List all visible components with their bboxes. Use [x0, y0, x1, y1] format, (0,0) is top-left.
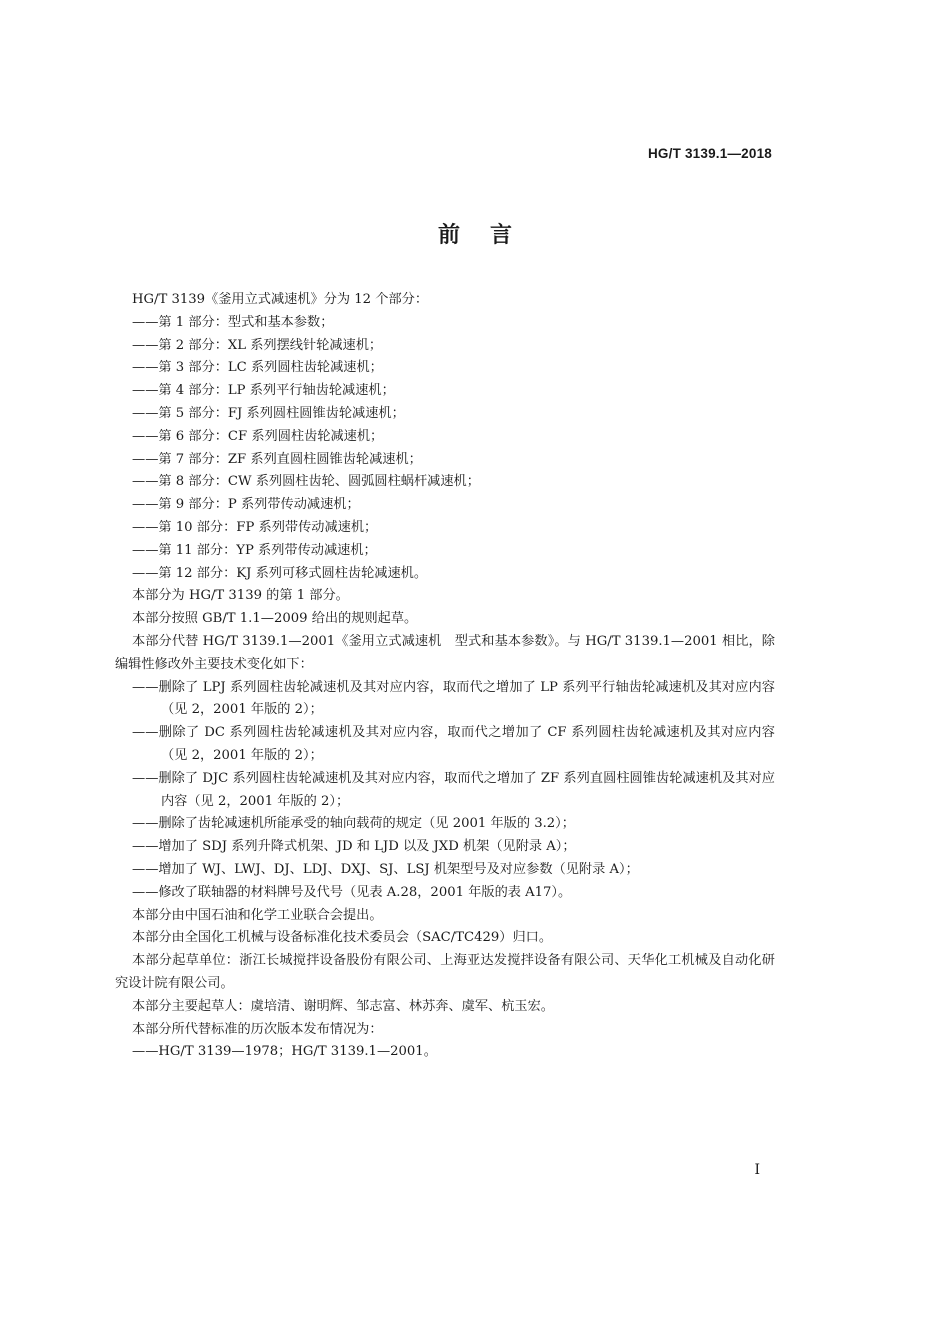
history-intro-paragraph: 本部分所代替标准的历次版本发布情况为： [132, 1021, 383, 1037]
foreword-body [115, 289, 775, 1064]
committee-paragraph: 本部分由全国化工机械与设备标准化技术委员会（SAC/TC429）归口。 [132, 930, 553, 946]
page-title: 前言 [437, 223, 542, 248]
part-list-item: ——第 10 部分：FP 系列带传动减速机； [132, 519, 378, 535]
part-list-item: ——第 9 部分：P 系列带传动减速机； [132, 497, 360, 513]
part-statement-paragraph: 本部分为 HG/T 3139 的第 1 部分。 [132, 588, 349, 604]
standard-number: HG/T 3139.1—2018 [647, 146, 772, 161]
change-list-item: ——删除了 LPJ 系列圆柱齿轮减速机及其对应内容，取而代之增加了 LP 系列平行轴齿轮减速机及其对应内容（见 2，2001 年版的 2）； [132, 679, 775, 718]
part-list-item: ——第 2 部分：XL 系列摆线针轮减速机； [132, 337, 383, 353]
change-list-item: ——修改了联轴器的材料牌号及代号（见表 A.28，2001 年版的表 A17）。 [132, 884, 572, 900]
intro-paragraph: HG/T 3139《釜用立式减速机》分为 12 个部分： [132, 292, 429, 307]
drafters-paragraph: 本部分主要起草人：虞培清、谢明辉、邹志富、林苏奔、虞军、杭玉宏。 [132, 998, 554, 1014]
proposer-paragraph: 本部分由中国石油和化学工业联合会提出。 [132, 907, 383, 923]
drafting-rule-paragraph: 本部分按照 GB/T 1.1—2009 给出的规则起草。 [132, 611, 418, 627]
history-list-item: ——HG/T 3139—1978；HG/T 3139.1—2001。 [132, 1044, 437, 1060]
replacement-paragraph: 本部分代替 HG/T 3139.1—2001《釜用立式减速机 型式和基本参数》。与 HG/T 3139.1—2001 相比，除编辑性修改外主要技术变化如下： [115, 633, 775, 672]
part-list-item: ——第 8 部分：CW 系列圆柱齿轮、圆弧圆柱蜗杆减速机； [132, 474, 480, 490]
part-list-item: ——第 7 部分：ZF 系列直圆柱圆锥齿轮减速机； [132, 451, 422, 467]
drafting-units-paragraph: 本部分起草单位：浙江长城搅拌设备股份有限公司、上海亚达发搅拌设备有限公司、天华化工机械及自动化研究设计院有限公司。 [115, 953, 775, 991]
change-list-item: ——增加了 WJ、LWJ、DJ、LDJ、DXJ、SJ、LSJ 机架型号及对应参数（见附录 A）； [132, 861, 639, 877]
part-list-item: ——第 4 部分：LP 系列平行轴齿轮减速机； [132, 383, 395, 399]
part-list-item: ——第 6 部分：CF 系列圆柱齿轮减速机； [132, 428, 384, 444]
part-list-item: ——第 12 部分：KJ 系列可移式圆柱齿轮减速机。 [132, 565, 428, 581]
change-list-item: ——增加了 SDJ 系列升降式机架、JD 和 LJD 以及 JXD 机架（见附录 A）； [132, 839, 576, 855]
part-list-item: ——第 11 部分：YP 系列带传动减速机； [132, 542, 377, 558]
change-list-item: ——删除了 DC 系列圆柱齿轮减速机及其对应内容，取而代之增加了 CF 系列圆柱齿轮减速机及其对应内容（见 2，2001 年版的 2）； [132, 725, 775, 763]
part-list-item: ——第 3 部分：LC 系列圆柱齿轮减速机； [132, 360, 383, 376]
part-list-item: ——第 1 部分：型式和基本参数； [132, 314, 334, 330]
change-list-item: ——删除了齿轮减速机所能承受的轴向载荷的规定（见 2001 年版的 3.2）； [132, 816, 575, 832]
change-list-item: ——删除了 DJC 系列圆柱齿轮减速机及其对应内容，取而代之增加了 ZF 系列直圆柱圆锥齿轮减速机及其对应内容（见 2，2001 年版的 2）； [132, 770, 775, 809]
page-number: I [754, 1162, 760, 1178]
part-list-item: ——第 5 部分：FJ 系列圆柱圆锥齿轮减速机； [132, 405, 405, 421]
